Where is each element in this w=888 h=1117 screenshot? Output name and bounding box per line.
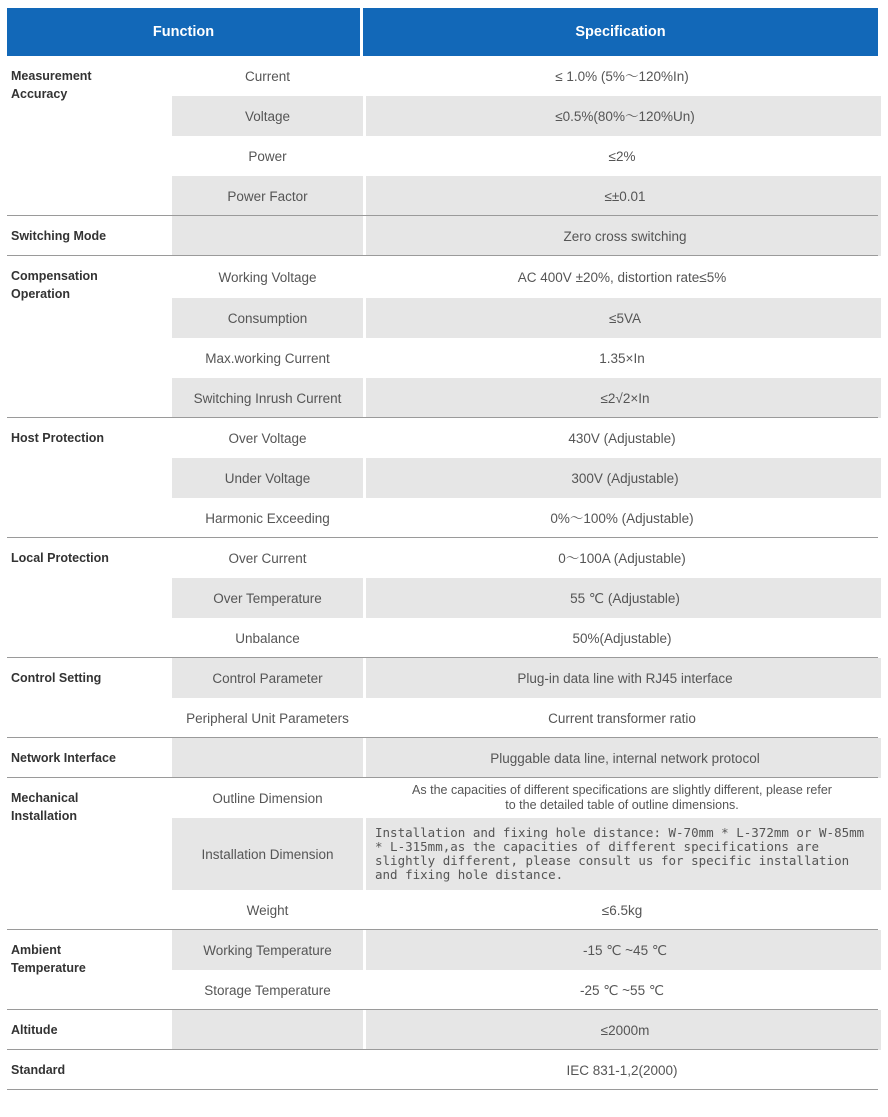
category-label: Measurement Accuracy [11, 69, 92, 101]
function-cell [172, 216, 363, 256]
function-cell: Control Parameter [212, 670, 323, 686]
table-row [172, 890, 878, 930]
function-cell: Peripheral Unit Parameters [186, 710, 349, 726]
function-cell [172, 1050, 363, 1090]
table-row [172, 256, 878, 298]
category-label: Mechanical Installation [11, 791, 79, 823]
function-cell [172, 738, 363, 778]
function-cell: Unbalance [235, 630, 300, 646]
function-cell: Storage Temperature [204, 982, 331, 998]
table-row [172, 930, 878, 970]
table-row [172, 738, 878, 778]
section-10 [7, 1050, 878, 1090]
table-row [172, 1010, 878, 1050]
section-5 [7, 658, 878, 738]
cell-gap [363, 1010, 366, 1050]
specification-cell: Installation and fixing hole distance: W-70mm * L-372mm or W-85mm * L-315mm,as the capacities of different specifications are slightly different, please consult us for specific installation and fixing hole distance. [369, 818, 881, 890]
table-row [172, 538, 878, 578]
function-cell: Under Voltage [224, 470, 311, 486]
section-4 [7, 538, 878, 658]
specification-cell: ≤2√2×In [369, 378, 881, 418]
section-1 [7, 216, 878, 256]
specification-cell: ≤2000m [369, 1010, 881, 1050]
function-cell: Consumption [227, 310, 308, 326]
cell-gap [363, 378, 366, 418]
category-label: Altitude [11, 1023, 58, 1037]
cell-gap [363, 738, 366, 778]
table-row [172, 378, 878, 418]
function-cell: Power [248, 148, 287, 164]
cell-gap [363, 176, 366, 216]
function-cell: Voltage [244, 108, 291, 124]
function-cell: Over Current [228, 550, 307, 566]
table-row [172, 298, 878, 338]
specification-cell: 0%～100% (Adjustable) [550, 510, 694, 526]
cell-gap [363, 458, 366, 498]
function-cell: Outline Dimension [212, 790, 323, 806]
specification-cell: 300V (Adjustable) [369, 458, 881, 498]
cell-gap [363, 96, 366, 136]
specification-cell: Current transformer ratio [548, 710, 696, 726]
section-2 [7, 256, 878, 418]
table-row [172, 698, 878, 738]
cell-gap [363, 578, 366, 618]
table-row [172, 338, 878, 378]
table-row [172, 176, 878, 216]
function-cell: Working Voltage [218, 269, 317, 285]
function-cell [172, 1010, 363, 1050]
function-cell: Harmonic Exceeding [205, 510, 330, 526]
table-row [172, 618, 878, 658]
section-6 [7, 738, 878, 778]
specification-cell: As the capacities of different specifications are slightly different, please refer to the detailed table of outline dimensions. [412, 783, 832, 812]
function-cell: Installation Dimension [201, 846, 334, 862]
category-label: Ambient Temperature [11, 943, 86, 975]
specification-cell: ≤6.5kg [601, 902, 643, 918]
function-cell: Working Temperature [203, 942, 332, 958]
cell-gap [363, 216, 366, 256]
table-row [172, 818, 878, 890]
section-7 [7, 778, 878, 930]
cell-gap [363, 298, 366, 338]
function-cell: Over Temperature [213, 590, 322, 606]
cell-gap [363, 930, 366, 970]
specification-cell: Plug-in data line with RJ45 interface [369, 658, 881, 698]
specification-cell: 50%(Adjustable) [572, 630, 672, 646]
table-row [172, 56, 878, 96]
category-label: Host Protection [11, 431, 105, 445]
cell-gap [363, 658, 366, 698]
table-row [172, 216, 878, 256]
function-cell: Over Voltage [228, 430, 307, 446]
table-header [7, 8, 878, 56]
section-8 [7, 930, 878, 1010]
function-cell: Current [244, 68, 290, 84]
table-row [172, 658, 878, 698]
category-label: Network Interface [11, 751, 116, 765]
specification-cell: IEC 831-1,2(2000) [566, 1062, 678, 1078]
category-label: Local Protection [11, 551, 109, 565]
specification-cell: Zero cross switching [369, 216, 881, 256]
specification-cell: -15 ℃ ~45 ℃ [369, 930, 881, 970]
specification-cell: ≤ 1.0% (5%～120%In) [555, 68, 689, 84]
table-body [7, 56, 878, 1090]
specification-cell: ≤2% [608, 148, 636, 164]
table-row [172, 418, 878, 458]
specification-cell: -25 ℃ ~55 ℃ [580, 982, 664, 998]
table-row [172, 1050, 878, 1090]
specification-cell: 1.35×In [599, 350, 645, 366]
table-row [172, 136, 878, 176]
function-cell: Weight [246, 902, 289, 918]
table-row [172, 778, 878, 818]
spec-table [7, 8, 878, 1090]
specification-cell: ≤±0.01 [369, 176, 881, 216]
category-label: Switching Mode [11, 229, 107, 243]
category-label: Compensation Operation [11, 269, 98, 301]
table-row [172, 970, 878, 1010]
table-row [172, 458, 878, 498]
specification-cell: 430V (Adjustable) [568, 430, 676, 446]
table-row [172, 498, 878, 538]
category-label: Standard [11, 1063, 66, 1077]
header-function: Function [7, 8, 360, 56]
specification-cell: Pluggable data line, internal network protocol [369, 738, 881, 778]
function-cell: Switching Inrush Current [193, 390, 342, 406]
section-3 [7, 418, 878, 538]
function-cell: Power Factor [227, 188, 308, 204]
specification-cell: AC 400V ±20%, distortion rate≤5% [517, 269, 727, 285]
category-label: Control Setting [11, 671, 102, 685]
specification-cell: 55 ℃ (Adjustable) [369, 578, 881, 618]
table-row [172, 578, 878, 618]
table-row [172, 96, 878, 136]
cell-gap [363, 818, 366, 890]
specification-cell: 0～100A (Adjustable) [558, 550, 686, 566]
section-0 [7, 56, 878, 216]
header-specification: Specification [363, 8, 878, 56]
section-9 [7, 1010, 878, 1050]
specification-cell: ≤0.5%(80%～120%Un) [369, 96, 881, 136]
function-cell: Max.working Current [205, 350, 330, 366]
section-divider [7, 1089, 878, 1090]
specification-cell: ≤5VA [369, 298, 881, 338]
